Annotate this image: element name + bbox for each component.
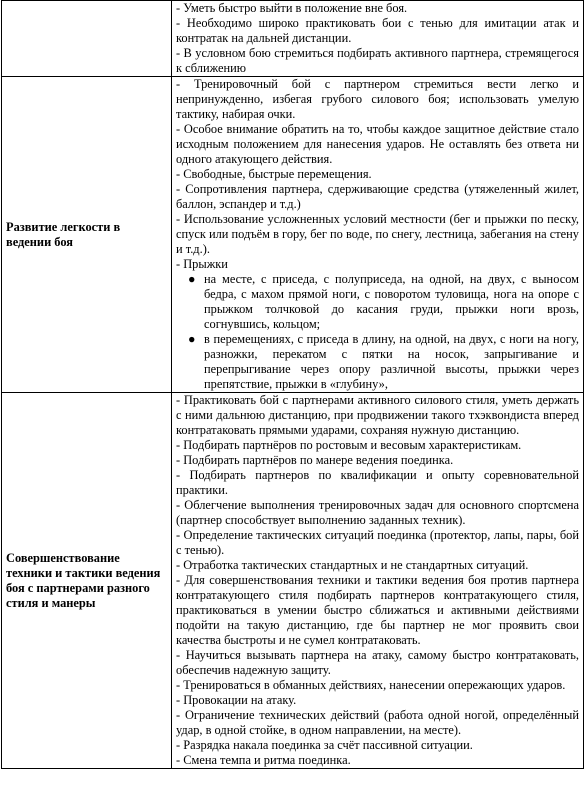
- list-item: - Уметь быстро выйти в положение вне боя.: [176, 1, 408, 15]
- bullet-text: в перемещениях, с приседа в длину, на одной, на двух, с ноги на ногу, разножки, перекатом с пятки на носок, запрыгивание и перепрыгивание через опору различной высоты, прыжки через препятствие, прыжки в «глубину»,: [204, 332, 579, 391]
- list-item: - Сопротивления партнера, сдерживающие средства (утяжеленный жилет, баллон, эспандер и т.д.): [176, 182, 579, 211]
- bullet-icon: ●: [188, 332, 196, 346]
- list-item: - Подбирать партнеров по квалификации и опыту соревновательной практики.: [176, 468, 579, 497]
- row-content: [172, 393, 584, 769]
- list-item: - Прыжки: [176, 257, 228, 271]
- row-label: Совершенствование техники и тактики ведения боя с партнерами разного стиля и манеры: [2, 393, 172, 769]
- bullet-icon: ●: [188, 272, 196, 286]
- list-item: - Подбирать партнёров по манере ведения поединка.: [176, 453, 454, 467]
- list-item: - Отработка тактических стандартных и не стандартных ситуаций.: [176, 558, 529, 572]
- list-item: - Разрядка накала поединка за счёт пассивной ситуации.: [176, 738, 473, 752]
- list-item: - Определение тактических ситуаций поединка (протектор, лапы, пары, бой с тенью).: [176, 528, 579, 557]
- list-item: - Особое внимание обратить на то, чтобы каждое защитное действие стало исходным положением для нанесения ударов. Не оставлять без ответа ни одного атакующего действия.: [176, 122, 579, 166]
- row-label: Развитие легкости в ведении боя: [2, 77, 172, 393]
- list-item: - Научиться вызывать партнера на атаку, самому быстро контратаковать, обеспечив надежную защиту.: [176, 648, 579, 677]
- training-methods-table: [1, 0, 584, 769]
- list-item: - Тренироваться в обманных действиях, нанесении опережающих ударов.: [176, 678, 566, 692]
- list-item: - Ограничение технических действий (работа одной ногой, определённый удар, в одной стойке, в одном направлении, на месте).: [176, 708, 579, 737]
- list-item: - Тренировочный бой с партнером стремиться вести легко и непринужденно, избегая грубого силового боя; использовать умелую тактику, набирая очки.: [176, 77, 579, 121]
- list-item: - Смена темпа и ритма поединка.: [176, 753, 351, 767]
- list-item: - Практиковать бой с партнерами активного силового стиля, уметь держать с ними дальнюю дистанцию, при продвижении такого тхэквондиста вперед контратаковать прямыми ударами, сохраняя нужную дистанцию.: [176, 393, 579, 437]
- row-content: [172, 77, 584, 393]
- bullet-item: [176, 332, 579, 392]
- table-row: [2, 1, 584, 77]
- row-label: [2, 1, 172, 77]
- list-item: - Облегчение выполнения тренировочных задач для основного спортсмена (партнер способствует выполнению заданных техник).: [176, 498, 579, 527]
- list-item: - Необходимо широко практиковать бои с тенью для имитации атак и контратак на дальней дистанции.: [176, 16, 579, 45]
- bullet-item: [176, 272, 579, 332]
- row-content: [172, 1, 584, 77]
- list-item: - Подбирать партнёров по ростовым и весовым характеристикам.: [176, 438, 522, 452]
- list-item: - Свободные, быстрые перемещения.: [176, 167, 372, 181]
- list-item: - Провокации на атаку.: [176, 693, 297, 707]
- bullet-text: на месте, с приседа, с полуприседа, на одной, на двух, с выносом бедра, с махом прямой ноги, с поворотом туловища, нога на опоре с прыжком толчковой до касания груди, прыжки ноги врозь, согнувшись, кольцом;: [204, 272, 579, 331]
- table-row: [2, 77, 584, 393]
- list-item: - Использование усложненных условий местности (бег и прыжки по песку, спуск или подъём в гору, бег по воде, по снегу, лестница, забегания на стену и т.д.).: [176, 212, 579, 256]
- list-item: - В условном бою стремиться подбирать активного партнера, стремящегося к сближению: [176, 46, 579, 75]
- list-item: - Для совершенствования техники и тактики ведения боя против партнера контратакующего стиля подбирать партнеров контратакующего стиля, практиковаться в умении быстро сближаться и активными действиями подойти на такую дистанцию, где бы партнер не мог проявить свои качества быстроты и не сумел контратаковать.: [176, 573, 579, 647]
- table-row: [2, 393, 584, 769]
